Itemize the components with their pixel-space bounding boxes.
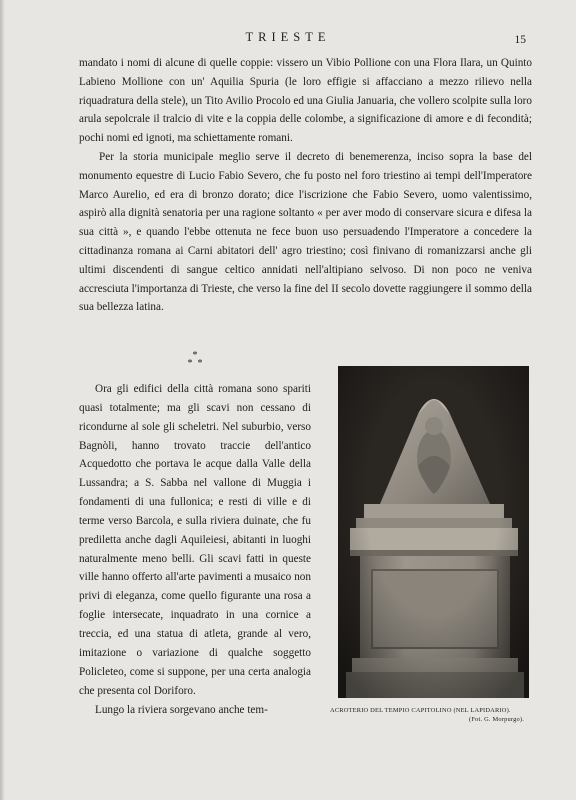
acroterion-photograph bbox=[338, 366, 529, 698]
running-head: TRIESTE bbox=[245, 30, 331, 44]
paragraph-excavations: Ora gli edifici della città romana sono spariti quasi totalmente; ma gli scavi non cessano di ricondurne al sole gli scheletri. Nel suburbio, verso Bagnòli, hanno trovato traccie dell'antico Acquedotto che portava le acque dalla Valle della Lussandra; a S. Sabba nel vallone di Muggia i fondamenti di una fullonica; e resti di ville e di terme verso Barcola, e sulla riviera duinate, che fu prediletta anche dagli Aquileiesi, abitanti in luoghi naturalmente meno belli. Gli scavi fatti in queste ville hanno offerto all'arte pavimenti a musaico non privi di eleganza, come quello figurante una rosa a foglie intersecate, inquadrato in una cornice a treccia, ed una statua di atleta, grande al vero, imitazione o variazione di qualche soggetto Policleteo, come si suppone, per una certa analogia che presenta col Doriforo. bbox=[79, 383, 311, 697]
page-gutter-shadow bbox=[0, 0, 5, 800]
caption-title: ACROTERIO DEL TEMPIO CAPITOLINO (NEL LAPIDARIO). bbox=[330, 707, 511, 714]
page-number: 15 bbox=[514, 34, 526, 46]
left-text-column bbox=[79, 380, 311, 720]
paragraph-fabio-severo: Per la storia municipale meglio serve il decreto di benemerenza, inciso sopra la base del monumento equestre di Lucio Fabio Severo, che fu posto nel foro triestino ai tempi dell'Imperatore Marco Aurelio, ed era di bronzo dorato; dice l'iscrizione che Fabio Severo, uomo valentissimo, aspirò alla dignità senatoria per una ragione soltanto « per aver modo di conservare sicura e difesa la sua città », e quando l'ebbe ottenuta ne fece buon uso persuadendo l'Imperatore a concedere la cittadinanza romana ai Carni abitatori dell' agro triestino; così finivano di romanizzarsi anche gli ultimi discendenti di sangue celtico annidati nell'altipiano selvoso. Di non poco ne veniva accresciuta l'importanza di Trieste, che verso la fine del II secolo dovette raggiungere il sommo della sua bellezza latina. bbox=[79, 150, 532, 314]
stone-acroterion-image bbox=[338, 366, 529, 698]
paragraph-couples: mandato i nomi di alcune di quelle coppie: vissero un Vibio Pollione con una Flora Ilara, un Quinto Labieno Mollione con un' Aquilia Spuria (le loro effigie si affacciano a mezzo rilievo nella riquadratura della stele), un Tito Avilio Procolo ed una Giulia Januaria, che vollero scolpite sulla loro arula sepolcrale il tralcio di vite e la coppia delle colombe, a significazione di amore e di fecondità; pochi nomi ed ignoti, ma schiettamente romani. bbox=[79, 57, 532, 145]
figure-caption bbox=[330, 706, 530, 724]
full-width-text bbox=[79, 54, 532, 317]
photo-credit: (Fot. G. Morpurgo). bbox=[469, 716, 524, 723]
paragraph-riviera: Lungo la riviera sorgevano anche tem- bbox=[95, 704, 268, 717]
section-separator: * * * bbox=[187, 350, 203, 369]
